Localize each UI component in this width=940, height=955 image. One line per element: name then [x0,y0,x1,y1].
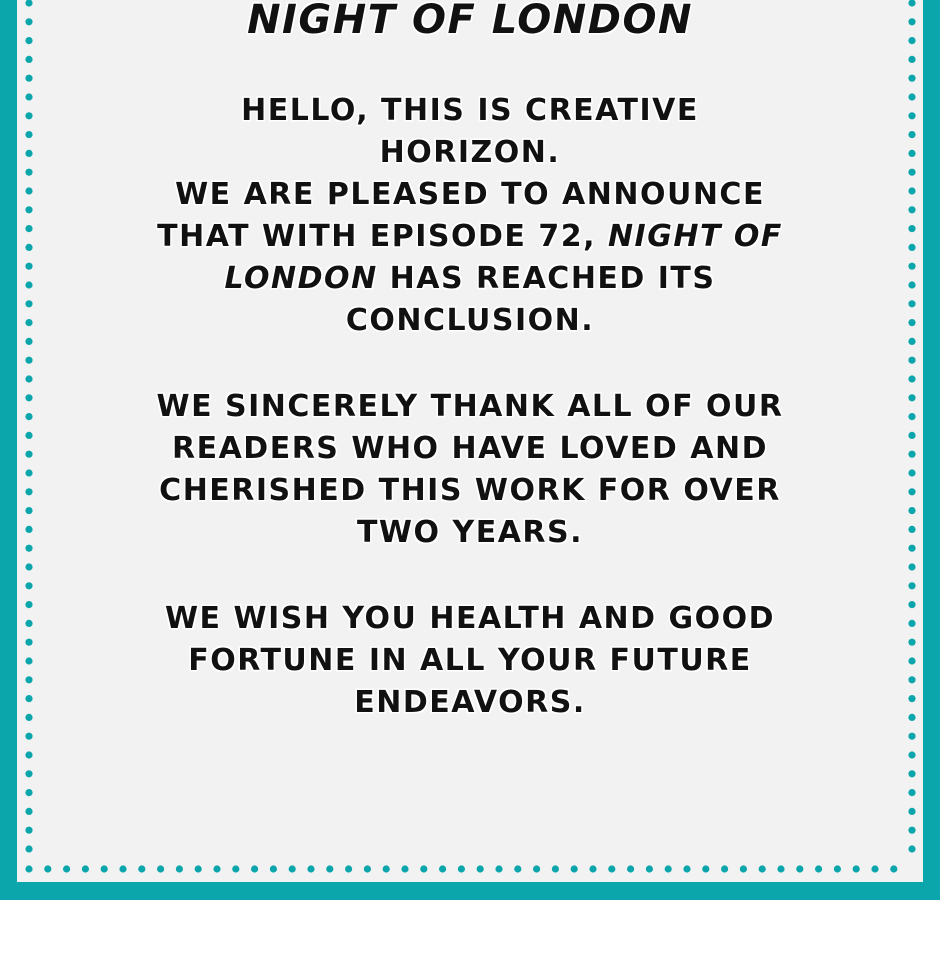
border-dot [25,93,32,100]
border-dot [25,601,32,608]
border-dot [25,300,32,307]
border-dot [495,865,502,872]
border-dot [25,225,32,232]
border-dot [25,338,32,345]
border-dot [25,150,32,157]
border-dot [25,375,32,382]
border-dot [401,865,408,872]
border-dot [25,263,32,270]
border-dot [25,131,32,138]
border-dot [908,150,915,157]
border-dot [383,865,390,872]
border-dot [25,751,32,758]
border-dot [25,281,32,288]
border-dot [157,865,164,872]
border-dot [908,37,915,44]
border-dot [908,845,915,852]
border-dot [232,865,239,872]
border-dot [25,789,32,796]
border-dot [796,865,803,872]
announcement-after: HAS REACHED ITS CONCLUSION. [345,261,716,338]
border-dot [25,770,32,777]
border-dot [871,865,878,872]
border-dot [25,563,32,570]
border-dot [533,865,540,872]
border-dot [25,37,32,44]
border-dot [908,169,915,176]
border-dot [44,865,51,872]
border-dot [908,187,915,194]
border-dot [908,488,915,495]
border-dot [908,281,915,288]
border-dot [25,244,32,251]
border-dot [176,865,183,872]
border-dot [759,865,766,872]
border-dot [683,865,690,872]
border-dot [908,263,915,270]
border-dot [25,845,32,852]
border-dot [908,582,915,589]
border-dot [25,827,32,834]
thanks-text: WE SINCERELY THANK ALL OF OUR READERS WHO HAVE LOVED AND CHERISHED THIS WORK FOR OVER TWO YEARS. [156,389,784,550]
border-dot [908,451,915,458]
border-dot [25,526,32,533]
border-dot [908,131,915,138]
border-dot [25,0,32,7]
border-dot [25,657,32,664]
border-dot [270,865,277,872]
border-dot [25,545,32,552]
border-dot [25,432,32,439]
border-dot [908,225,915,232]
border-dot [908,563,915,570]
border-dot [571,865,578,872]
border-dot [25,394,32,401]
border-dot [25,676,32,683]
border-dot [364,865,371,872]
border-dot [25,507,32,514]
border-dot [589,865,596,872]
border-dot [25,413,32,420]
border-dot [908,601,915,608]
border-dot [908,93,915,100]
border-dot [908,526,915,533]
border-dot [908,639,915,646]
border-dot [908,545,915,552]
border-dot [25,319,32,326]
border-dot [552,865,559,872]
border-dot [25,187,32,194]
border-dot [25,112,32,119]
announcement-text [150,174,790,342]
border-dot [908,827,915,834]
border-dot [25,639,32,646]
border-dot [908,319,915,326]
border-dot [514,865,521,872]
border-dot [908,244,915,251]
border-dot [307,865,314,872]
border-dot [908,714,915,721]
border-dot [908,394,915,401]
border-dot [908,808,915,815]
border-dot [908,413,915,420]
border-dot [25,733,32,740]
border-dot [138,865,145,872]
border-dot [777,865,784,872]
border-dot [908,733,915,740]
border-dot [101,865,108,872]
border-dot [25,865,32,872]
border-dot [25,695,32,702]
border-dot [908,206,915,213]
border-dot [702,865,709,872]
border-dot [25,169,32,176]
border-dot [25,451,32,458]
border-dot [289,865,296,872]
border-dot [25,582,32,589]
border-dot [908,338,915,345]
border-dot [25,357,32,364]
border-dot [908,469,915,476]
border-dot [213,865,220,872]
border-dot [908,0,915,7]
border-dot [815,865,822,872]
border-dot [740,865,747,872]
border-dot [119,865,126,872]
border-dot [25,206,32,213]
border-dot [908,676,915,683]
border-dot [25,620,32,627]
border-dot [627,865,634,872]
announcement-before: WE ARE PLEASED TO ANNOUNCE THAT WITH EPISODE 72, [157,177,765,254]
border-dot [608,865,615,872]
wishes-text: WE WISH YOU HEALTH AND GOOD FORTUNE IN ALL YOUR FUTURE ENDEAVORS. [164,601,776,720]
border-dot [25,714,32,721]
border-dot [908,770,915,777]
border-dot [908,75,915,82]
border-dot [345,865,352,872]
border-dot [458,865,465,872]
border-dot [251,865,258,872]
work-title: NIGHT OF LONDON [224,219,783,296]
border-dot [82,865,89,872]
border-dot [665,865,672,872]
border-dot [25,488,32,495]
border-dot [908,695,915,702]
border-dot [420,865,427,872]
border-dot [908,751,915,758]
border-dot [25,808,32,815]
border-dot [477,865,484,872]
border-dot [25,18,32,25]
border-dot [721,865,728,872]
border-dot [25,56,32,63]
border-dot [890,865,897,872]
border-dot [63,865,70,872]
border-dot [908,789,915,796]
border-dot [908,375,915,382]
border-dot [908,507,915,514]
border-dot [25,469,32,476]
border-dot [326,865,333,872]
border-dot [908,620,915,627]
page-title: NIGHT OF LONDON [247,0,693,43]
border-dot [908,657,915,664]
border-dot [439,865,446,872]
border-dot [908,357,915,364]
border-dot [908,56,915,63]
border-dot [908,300,915,307]
greeting-text: HELLO, THIS IS CREATIVE HORIZON. [241,93,699,170]
border-dot [853,865,860,872]
border-dot [834,865,841,872]
border-dot [908,18,915,25]
border-dot [195,865,202,872]
border-dot [646,865,653,872]
border-dot [25,75,32,82]
border-dot [908,112,915,119]
border-dot [908,432,915,439]
